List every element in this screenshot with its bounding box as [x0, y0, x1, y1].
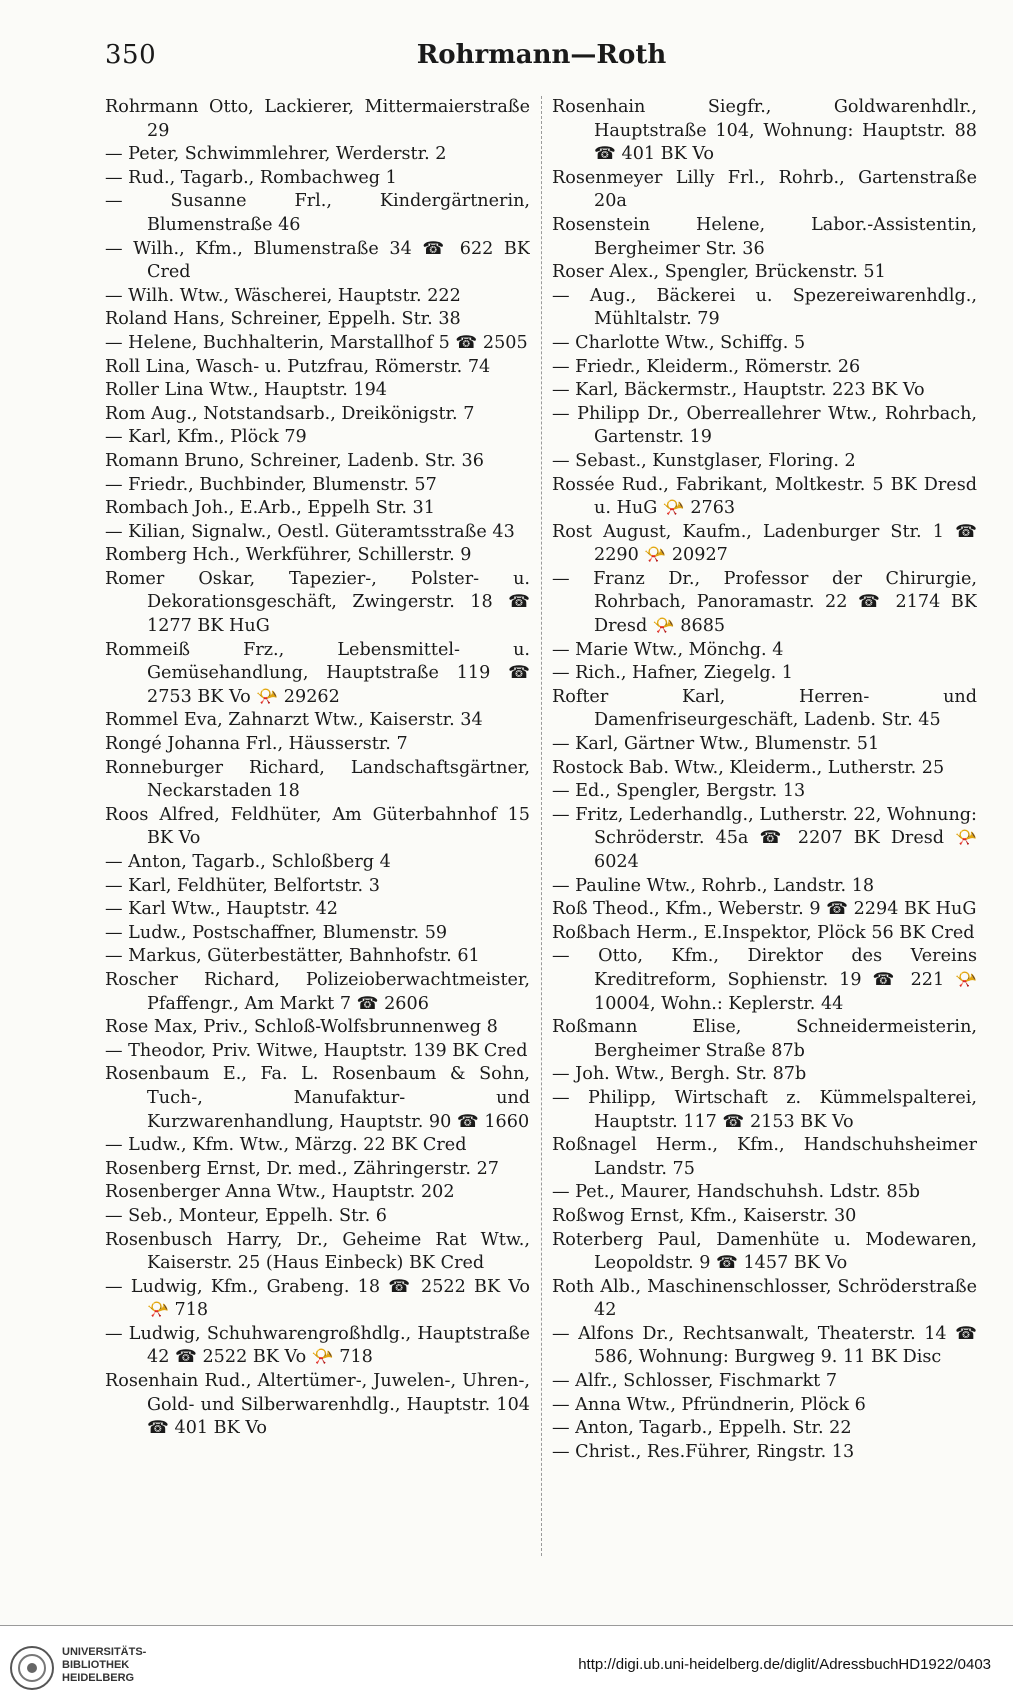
- directory-entry: Rosenbaum E., Fa. L. Rosenbaum & Sohn, Tuch-, Manufaktur- und Kurzwarenhandlung, Hauptstr. 90 ☎ 1660: [105, 1064, 530, 1132]
- directory-entry: Romann Bruno, Schreiner, Ladenb. Str. 36: [105, 450, 484, 471]
- directory-entry: Roß Theod., Kfm., Weberstr. 9 ☎ 2294 BK HuG: [552, 899, 977, 920]
- directory-entry: Rosenhain Rud., Altertümer-, Juwelen-, Uhren-, Gold- und Silberwarenhdlg., Hauptstr. 104 ☎ 401 BK Vo: [105, 1371, 530, 1439]
- directory-entry: Rosenberg Ernst, Dr. med., Zähringerstr. 27: [105, 1158, 499, 1179]
- library-name-line: UNIVERSITÄTS-: [62, 1646, 147, 1658]
- directory-entry: — Charlotte Wtw., Schiffg. 5: [552, 332, 806, 353]
- directory-entry: Roßbach Herm., E.Inspektor, Plöck 56 BK Cred: [552, 922, 975, 943]
- directory-entry: — Wilh., Kfm., Blumenstraße 34 ☎ 622 BK Cred: [105, 238, 530, 283]
- directory-entry: — Helene, Buchhalterin, Marstallhof 5 ☎ 2505: [105, 332, 528, 353]
- directory-entry: — Ed., Spengler, Bergstr. 13: [552, 781, 806, 802]
- directory-entry: Roland Hans, Schreiner, Eppelh. Str. 38: [105, 309, 461, 330]
- directory-entry: — Franz Dr., Professor der Chirurgie, Rohrbach, Panoramastr. 22 ☎ 2174 BK Dresd 📯 8685: [552, 568, 977, 637]
- directory-entry: — Sebast., Kunstglaser, Floring. 2: [552, 450, 856, 471]
- directory-entry: — Theodor, Priv. Witwe, Hauptstr. 139 BK Cred: [105, 1040, 528, 1061]
- directory-entry: — Aug., Bäckerei u. Spezereiwarenhdlg., Mühltalstr. 79: [552, 285, 977, 330]
- directory-entry: Rose Max, Priv., Schloß-Wolfsbrunnenweg 8: [105, 1017, 498, 1038]
- directory-entry: — Wilh. Wtw., Wäscherei, Hauptstr. 222: [105, 285, 461, 306]
- directory-entry: — Seb., Monteur, Eppelh. Str. 6: [105, 1205, 388, 1226]
- directory-entry: Rom Aug., Notstandsarb., Dreikönigstr. 7: [105, 403, 475, 424]
- directory-entry: — Karl, Kfm., Plöck 79: [105, 427, 307, 448]
- directory-entry: Roscher Richard, Polizeioberwachtmeister, Pfaffengr., Am Markt 7 ☎ 2606: [105, 969, 530, 1014]
- library-name-line: HEIDELBERG: [62, 1672, 135, 1684]
- directory-entry: Roth Alb., Maschinenschlosser, Schröderstraße 42: [552, 1276, 977, 1321]
- directory-entry: — Anton, Tagarb., Schloßberg 4: [105, 852, 391, 872]
- directory-entry: — Alfr., Schlosser, Fischmarkt 7: [552, 1371, 838, 1392]
- directory-entry: Roßmann Elise, Schneidermeisterin, Bergheimer Straße 87b: [552, 1017, 977, 1061]
- directory-entry: — Philipp, Wirtschaft z. Kümmelspalterei, Hauptstr. 117 ☎ 2153 BK Vo: [552, 1087, 977, 1132]
- directory-entry: — Rich., Hafner, Ziegelg. 1: [552, 663, 793, 684]
- directory-entry: Rommel Eva, Zahnarzt Wtw., Kaiserstr. 34: [105, 710, 483, 731]
- directory-entry: — Christ., Res.Führer, Ringstr. 13: [552, 1441, 855, 1462]
- directory-entry: — Karl, Bäckermstr., Hauptstr. 223 BK Vo: [552, 380, 925, 401]
- directory-entry: — Ludwig, Kfm., Grabeng. 18 ☎ 2522 BK Vo 📯 718: [105, 1276, 530, 1321]
- directory-entry: — Rud., Tagarb., Rombachweg 1: [105, 167, 397, 188]
- directory-entry: Roller Lina Wtw., Hauptstr. 194: [105, 380, 387, 401]
- directory-entry: Rosenmeyer Lilly Frl., Rohrb., Gartenstraße 20a: [552, 167, 977, 212]
- directory-entry: Roser Alex., Spengler, Brückenstr. 51: [552, 262, 886, 283]
- directory-entry: — Pet., Maurer, Handschuhsh. Ldstr. 85b: [552, 1182, 921, 1203]
- directory-entry: Ronneburger Richard, Landschaftsgärtner, Neckarstaden 18: [105, 757, 530, 802]
- directory-entry: Rossée Rud., Fabrikant, Moltkestr. 5 BK Dresd u. HuG 📯 2763: [552, 474, 977, 519]
- directory-entry: — Joh. Wtw., Bergh. Str. 87b: [552, 1064, 807, 1085]
- directory-entry: — Pauline Wtw., Rohrb., Landstr. 18: [552, 875, 875, 896]
- directory-entry: Rommeiß Frz., Lebensmittel- u. Gemüsehandlung, Hauptstraße 119 ☎ 2753 BK Vo 📯 29262: [105, 639, 530, 707]
- directory-entry: — Ludw., Postschaffner, Blumenstr. 59: [105, 922, 448, 943]
- directory-columns: [105, 96, 975, 1556]
- right-column: [552, 96, 977, 1556]
- library-name-line: BIBLIOTHEK: [62, 1659, 130, 1671]
- directory-entry: — Anna Wtw., Pfründnerin, Plöck 6: [552, 1394, 866, 1415]
- page-header: [105, 40, 978, 78]
- directory-entry: — Markus, Güterbestätter, Bahnhofstr. 61: [105, 946, 480, 967]
- directory-entry: — Friedr., Kleiderm., Römerstr. 26: [552, 356, 861, 377]
- directory-entry: — Otto, Kfm., Direktor des Vereins Kreditreform, Sophienstr. 19 ☎ 221 📯 10004, Wohn.: Keplerstr. 44: [552, 946, 977, 1014]
- library-name: [62, 1646, 146, 1685]
- directory-entry: Rosenberger Anna Wtw., Hauptstr. 202: [105, 1182, 455, 1203]
- directory-entry: Rostock Bab. Wtw., Kleiderm., Lutherstr. 25: [552, 757, 945, 778]
- directory-entry: — Ludw., Kfm. Wtw., Märzg. 22 BK Cred: [105, 1135, 467, 1156]
- directory-entry: — Anton, Tagarb., Eppelh. Str. 22: [552, 1418, 852, 1439]
- running-head: Rohrmann—Roth: [416, 40, 667, 70]
- directory-entry: — Karl Wtw., Hauptstr. 42: [105, 899, 338, 920]
- directory-entry: — Kilian, Signalw., Oestl. Güteramtsstraße 43: [105, 521, 515, 542]
- directory-entry: — Karl, Feldhüter, Belfortstr. 3: [105, 875, 380, 896]
- library-seal-icon: [8, 1644, 56, 1692]
- directory-entry: Rongé Johanna Frl., Häusserstr. 7: [105, 734, 408, 755]
- source-url-link[interactable]: http://digi.ub.uni-heidelberg.de/diglit/AdressbuchHD1922/0403: [578, 1656, 991, 1673]
- directory-entry: Roßnagel Herm., Kfm., Handschuhsheimer Landstr. 75: [552, 1135, 977, 1179]
- column-divider: [541, 96, 542, 1556]
- left-column: [105, 96, 530, 1556]
- directory-entry: Romer Oskar, Tapezier-, Polster- u. Dekorationsgeschäft, Zwingerstr. 18 ☎ 1277 BK HuG: [105, 568, 530, 637]
- page-number: 350: [105, 40, 157, 70]
- directory-entry: Rosenbusch Harry, Dr., Geheime Rat Wtw., Kaiserstr. 25 (Haus Einbeck) BK Cred: [105, 1229, 530, 1274]
- directory-entry: Rosenhain Siegfr., Goldwarenhdlr., Hauptstraße 104, Wohnung: Hauptstr. 88 ☎ 401 BK Vo: [552, 97, 977, 165]
- directory-entry: Romberg Hch., Werkführer, Schillerstr. 9: [105, 545, 472, 566]
- directory-entry: — Friedr., Buchbinder, Blumenstr. 57: [105, 474, 437, 495]
- footer: [0, 1626, 1013, 1708]
- directory-entry: Rohrmann Otto, Lackierer, Mittermaierstraße 29: [105, 97, 530, 141]
- directory-entry: — Karl, Gärtner Wtw., Blumenstr. 51: [552, 734, 880, 755]
- directory-entry: — Fritz, Lederhandlg., Lutherstr. 22, Wohnung: Schröderstr. 45a ☎ 2207 BK Dresd 📯 6024: [552, 804, 977, 872]
- directory-entry: Rost August, Kaufm., Ladenburger Str. 1 ☎ 2290 📯 20927: [552, 521, 977, 566]
- directory-entry: — Ludwig, Schuhwarengroßhdlg., Hauptstraße 42 ☎ 2522 BK Vo 📯 718: [105, 1323, 530, 1368]
- directory-entry: Roll Lina, Wasch- u. Putzfrau, Römerstr. 74: [105, 356, 491, 377]
- directory-entry: Roßwog Ernst, Kfm., Kaiserstr. 30: [552, 1205, 857, 1226]
- directory-entry: — Philipp Dr., Oberreallehrer Wtw., Rohrbach, Gartenstr. 19: [552, 403, 977, 448]
- directory-entry: Roterberg Paul, Damenhüte u. Modewaren, Leopoldstr. 9 ☎ 1457 BK Vo: [552, 1229, 977, 1274]
- directory-entry: Rombach Joh., E.Arb., Eppelh Str. 31: [105, 498, 435, 519]
- directory-entry: — Susanne Frl., Kindergärtnerin, Blumenstraße 46: [105, 191, 530, 235]
- directory-entry: Roos Alfred, Feldhüter, Am Güterbahnhof 15 BK Vo: [105, 804, 530, 849]
- directory-entry: Rosenstein Helene, Labor.-Assistentin, Bergheimer Str. 36: [552, 214, 977, 259]
- directory-entry: Rofter Karl, Herren- und Damenfriseurgeschäft, Ladenb. Str. 45: [552, 686, 977, 731]
- directory-entry: — Peter, Schwimmlehrer, Werderstr. 2: [105, 144, 447, 165]
- directory-entry: — Marie Wtw., Mönchg. 4: [552, 639, 784, 660]
- directory-entry: — Alfons Dr., Rechtsanwalt, Theaterstr. 14 ☎ 586, Wohnung: Burgweg 9. 11 BK Disc: [552, 1323, 977, 1368]
